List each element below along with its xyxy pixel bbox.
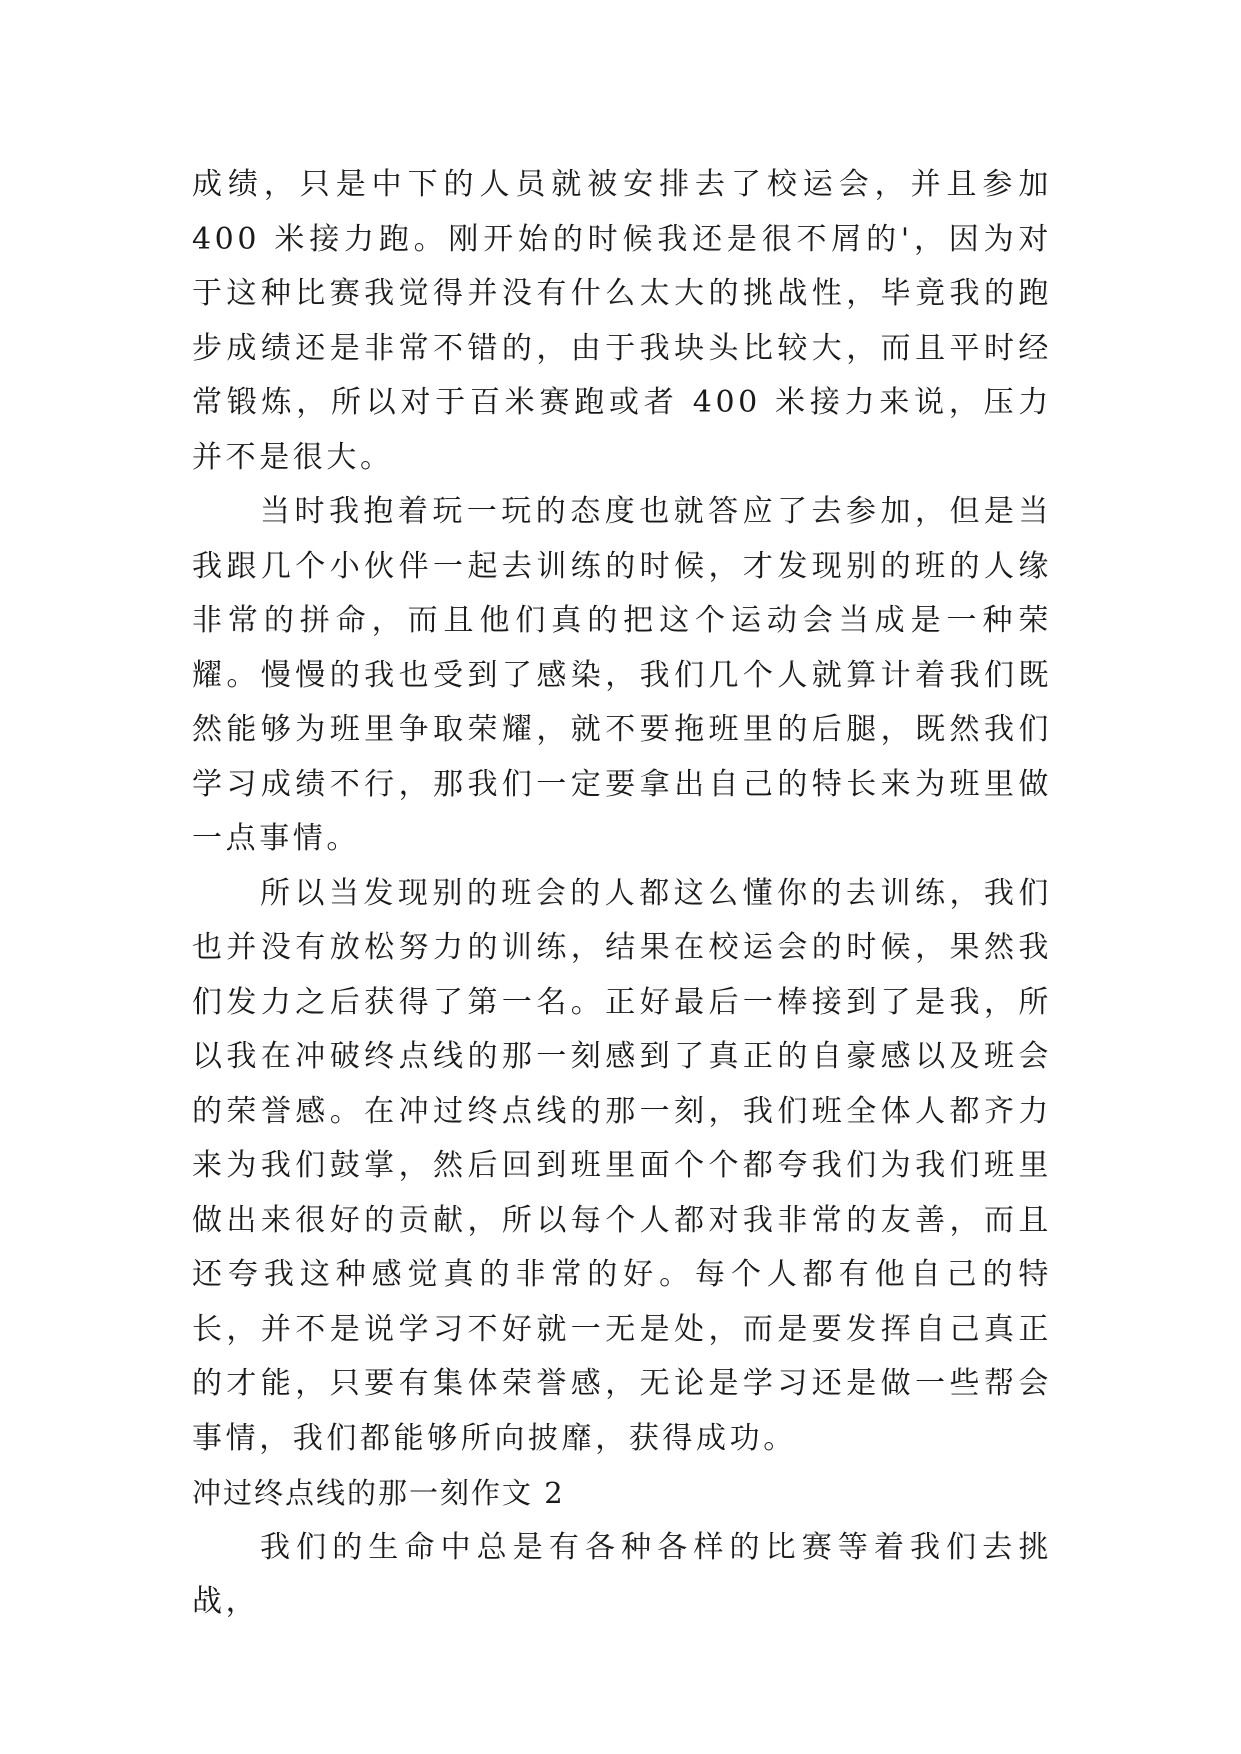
document-body xyxy=(192,158,1052,1630)
section-heading: 冲过终点线的那一刻作文 2 xyxy=(192,1476,565,1510)
paragraph-first-place: 所以当发现别的班会的人都这么懂你的去训练，我们也并没有放松努力的训练，结果在校运会的时候，果然我们发力之后获得了第一名。正好最后一棒接到了是我，所以我在冲破终点线的那一刻感到了真正的自豪感以及班会的荣誉感。在冲过终点线的那一刻，我们班全体人都齐力来为我们鼓掌，然后回到班里面个个都夸我们为我们班里做出来很好的贡献，所以每个人都对我非常的友善，而且还夸我这种感觉真的非常的好。每个人都有他自己的特长，并不是说学习不好就一无是处，而是要发挥自己真正的才能，只要有集体荣誉感，无论是学习还是做一些帮会事情，我们都能够所向披靡，获得成功。 xyxy=(192,875,1052,1456)
paragraph-continuation: 成绩，只是中下的人员就被安排去了校运会，并且参加 400 米接力跑。刚开始的时候我还是很不屑的'，因为对于这种比赛我觉得并没有什么太大的挑战性，毕竟我的跑步成绩还是非常不错的，由于我块头比较大，而且平时经常锻炼，所以对于百米赛跑或者 400 米接力来说，压力并不是很大。 xyxy=(192,167,1052,475)
paragraph-essay-2-start: 我们的生命中总是有各种各样的比赛等着我们去挑战， xyxy=(192,1529,1052,1619)
paragraph-agreed-to-join: 当时我抱着玩一玩的态度也就答应了去参加，但是当我跟几个小伙伴一起去训练的时候，才发现别的班的人缘非常的拼命，而且他们真的把这个运动会当成是一种荣耀。慢慢的我也受到了感染，我们几个人就算计着我们既然能够为班里争取荣耀，就不要拖班里的后腿，既然我们学习成绩不行，那我们一定要拿出自己的特长来为班里做一点事情。 xyxy=(192,494,1052,856)
